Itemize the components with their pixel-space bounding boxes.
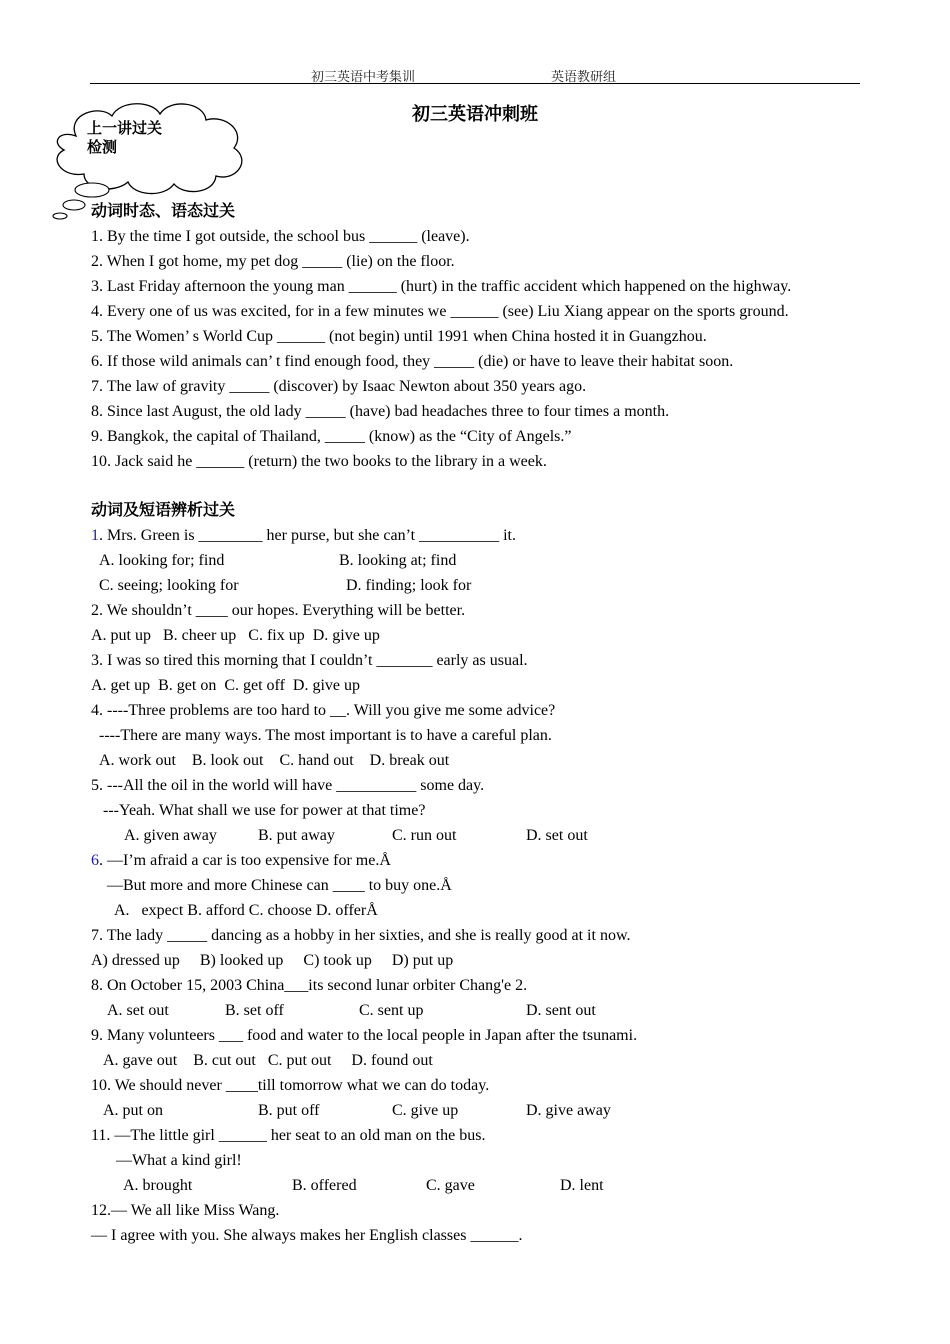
question-3: 3. I was so tired this morning that I couldn’t _______ early as usual. [91,652,528,669]
tense-item-1: 1. By the time I got outside, the school bus ______ (leave). [91,228,470,245]
q1-option-a: A. looking for; find [99,552,225,569]
q5-option-a: A. given away [124,827,217,844]
q10-option-d: D. give away [526,1102,611,1119]
q11-option-c: C. gave [426,1177,475,1194]
section-heading-phrases: 动词及短语辨析过关 [91,502,236,519]
question-11: 11. —The little girl ______ her seat to an old man on the bus. [91,1127,486,1144]
question-4: 4. ----Three problems are too hard to __. Will you give me some advice? [91,702,556,719]
tense-item-10: 10. Jack said he ______ (return) the two books to the library in a week. [91,453,547,470]
question-6-text: . —I’m afraid a car is too expensive for me.Å [99,852,391,869]
question-10: 10. We should never ____till tomorrow what we can do today. [91,1077,490,1094]
q5-option-d: D. set out [526,827,588,844]
question-1-text: . Mrs. Green is ________ her purse, but she can’t __________ it. [99,527,516,544]
question-1-number: 1 [91,527,99,544]
header-rule [90,83,860,84]
page-title: 初三英语冲刺班 [412,104,538,124]
tense-item-5: 5. The Women’ s World Cup ______ (not begin) until 1991 when China hosted it in Guangzhou. [91,328,707,345]
header-right-text: 英语教研组 [551,69,617,84]
callout-text [87,120,162,158]
question-6-number: 6 [91,852,99,869]
q1-option-c: C. seeing; looking for [99,577,239,594]
q12-reply: — I agree with you. She always makes her English classes ______. [91,1227,523,1244]
callout-line-2: 检测 [87,140,118,156]
question-5: 5. ---All the oil in the world will have __________ some day. [91,777,485,794]
tense-item-7: 7. The law of gravity _____ (discover) by Isaac Newton about 350 years ago. [91,378,587,395]
q8-option-a: A. set out [107,1002,169,1019]
q4-reply: ----There are many ways. The most important is to have a careful plan. [99,727,552,744]
q6-options: A. expect B. afford C. choose D. offerÅ [114,902,378,919]
question-1 [91,526,516,546]
q5-option-c: C. run out [392,827,457,844]
tense-item-3: 3. Last Friday afternoon the young man ______ (hurt) in the traffic accident which happened on the highway. [91,278,792,295]
tense-item-4: 4. Every one of us was excited, for in a few minutes we ______ (see) Liu Xiang appear on the sports ground. [91,303,789,320]
tense-item-2: 2. When I got home, my pet dog _____ (lie) on the floor. [91,253,455,270]
q10-option-a: A. put on [103,1102,163,1119]
q7-options: A) dressed up B) looked up C) took up D) put up [91,952,454,969]
tense-item-6: 6. If those wild animals can’ t find enough food, they _____ (die) or have to leave their habitat soon. [91,353,734,370]
q11-option-a: A. brought [123,1177,193,1194]
q11-option-d: D. lent [560,1177,604,1194]
callout-line-1: 上一讲过关 [87,121,163,137]
q8-option-c: C. sent up [359,1002,424,1019]
q3-options: A. get up B. get on C. get off D. give up [91,677,361,694]
header-left-text: 初三英语中考集训 [311,69,416,84]
tense-item-9: 9. Bangkok, the capital of Thailand, _____ (know) as the “City of Angels.” [91,428,572,445]
question-8: 8. On October 15, 2003 China___its second lunar orbiter Chang'e 2. [91,977,528,994]
q5-reply: ---Yeah. What shall we use for power at that time? [103,802,426,819]
question-2: 2. We shouldn’t ____ our hopes. Everything will be better. [91,602,466,619]
q5-option-b: B. put away [258,827,335,844]
question-6 [91,851,391,871]
section-heading-tense: 动词时态、语态过关 [91,203,236,220]
q11-reply: —What a kind girl! [116,1152,242,1169]
q4-options: A. work out B. look out C. hand out D. break out [99,752,450,769]
q9-options: A. gave out B. cut out C. put out D. found out [103,1052,433,1069]
q1-option-d: D. finding; look for [346,577,472,594]
q10-option-c: C. give up [392,1102,459,1119]
q8-option-d: D. sent out [526,1002,596,1019]
q2-options: A. put up B. cheer up C. fix up D. give up [91,627,380,644]
q11-option-b: B. offered [292,1177,357,1194]
question-9: 9. Many volunteers ___ food and water to the local people in Japan after the tsunami. [91,1027,638,1044]
question-12: 12.— We all like Miss Wang. [91,1202,280,1219]
q6-reply: —But more and more Chinese can ____ to buy one.Å [107,877,452,894]
question-7: 7. The lady _____ dancing as a hobby in her sixties, and she is really good at it now. [91,927,631,944]
q10-option-b: B. put off [258,1102,320,1119]
q8-option-b: B. set off [225,1002,284,1019]
q1-option-b: B. looking at; find [339,552,457,569]
tense-item-8: 8. Since last August, the old lady _____ (have) bad headaches three to four times a month. [91,403,670,420]
